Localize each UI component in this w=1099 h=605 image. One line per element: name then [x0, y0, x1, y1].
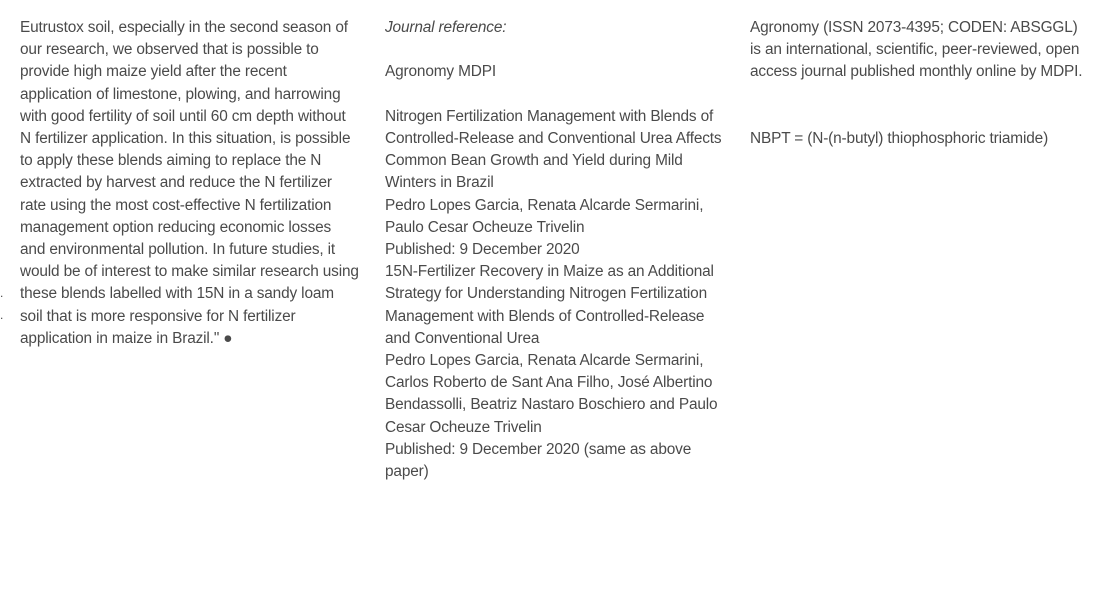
journal-reference-column: [385, 17, 725, 483]
journal-name: Agronomy MDPI: [385, 63, 496, 81]
paper-2-published: Published: 9 December 2020 (same as above paper): [385, 440, 692, 481]
journal-description: Agronomy (ISSN 2073-4395; CODEN: ABSGGL) is an international, scientific, peer-reviewed, open access journal published monthly online by MDPI.: [750, 19, 1083, 81]
left-edge-fragment: . .: [0, 286, 4, 322]
article-paragraph: Eutrustox soil, especially in the second season of our research, we observed that is possible to provide high maize yield after the recent application of limestone, plowing, and harrowing with good fertility of soil until 60 cm depth without N fertilizer application. In this situation, is possible to apply these blends aiming to replace the N extracted by harvest and reduce the N fertilizer rate using the most cost-effective N fertilization management option reducing economic losses and environmental pollution. In future studies, it would be of interest to make similar research using these blends labelled with 15N in a sandy loam soil that is more responsive for N fertilizer application in maize in Brazil." ●: [20, 19, 359, 347]
paper-1-title: Nitrogen Fertilization Management with Blends of Controlled-Release and Conventional Urea Affects Common Bean Growth and Yield during Mild Winters in Brazil: [385, 107, 722, 192]
article-body-column: [20, 17, 360, 350]
notes-column: [750, 17, 1090, 150]
paper-2-title: 15N-Fertilizer Recovery in Maize as an Additional Strategy for Understanding Nitrogen Fertilization Management with Blends of Controlled-Release and Conventional Urea: [385, 263, 714, 347]
journal-reference-heading: Journal reference:: [385, 19, 507, 36]
paper-2-authors: Pedro Lopes Garcia, Renata Alcarde Sermarini, Carlos Roberto de Sant Ana Filho, José Albertino Bendassolli, Beatriz Nastaro Boschiero and Paulo Cesar Ocheuze Trivelin: [385, 352, 718, 436]
paper-1-authors: Pedro Lopes Garcia, Renata Alcarde Sermarini, Paulo Cesar Ocheuze Trivelin: [385, 196, 704, 236]
nbpt-definition: NBPT = (N-(n-butyl) thiophosphoric triamide): [750, 129, 1049, 147]
paper-1-published: Published: 9 December 2020: [385, 241, 580, 258]
